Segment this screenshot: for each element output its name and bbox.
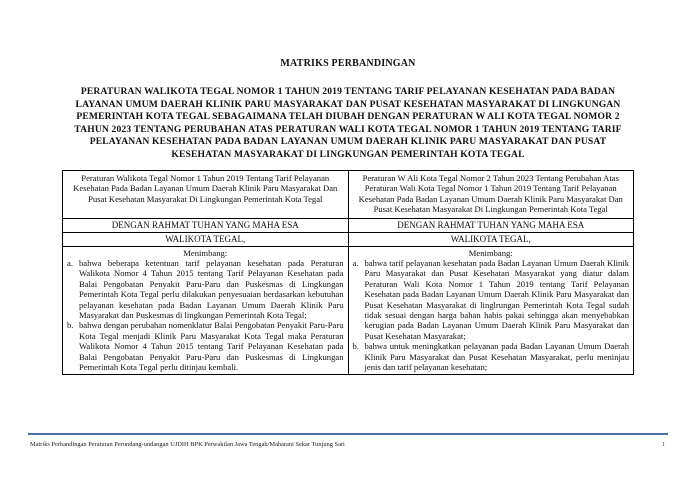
- clause-label: b.: [67, 320, 74, 331]
- heading-line: PELAYANAN KESEHATAN PADA BADAN LAYANAN UMUM DAERAH KLINIK PARU MASYARAKAT DAN PUSAT: [89, 136, 607, 148]
- menimbang-label: Menimbang:: [468, 247, 513, 258]
- heading-line: PERATURAN WALIKOTA TEGAL NOMOR 1 TAHUN 2019 TENTANG TARIF PELAYANAN KESEHATAN PADA BADAN: [80, 86, 616, 97]
- table-row: [63, 232, 634, 246]
- clause-label: a.: [67, 258, 73, 269]
- clause-text: bahwa beberapa ketentuan tarif pelayanan kesehatan pada Peraturan Walikota Nomor 4 Tahun 2015 tentang Tarif Pelayanan Kesehatan pada Balai Pengobatan Penyakit Paru-Paru dan Puskesmas di Lingkungan Pemerintah Kota Tegal perlu dilakukan penyesuaian berdasarkan kebutuhan pelayanan kesehatan pada Badan Layanan Umum Daerah Klinik Paru Masyarakat dan Puskesmas di lingkungan Pemerintah Kota Tegal;: [79, 258, 344, 321]
- clause: [353, 258, 630, 341]
- footer-rule: [28, 433, 668, 435]
- heading-line: PEMERINTAH KOTA TEGAL SEBAGAIMANA TELAH DIUBAH DENGAN PERATURAN W ALI KOTA TEGAL NOMOR 2: [76, 111, 620, 123]
- right-opening: DENGAN RAHMAT TUHAN YANG MAHA ESA: [348, 218, 634, 232]
- clause: [67, 258, 344, 320]
- clause: [353, 341, 630, 372]
- heading-line: LAYANAN UMUM DAERAH KLINIK PARU MASYARAKAT DAN PUSAT KESEHATAN MASYARAKAT DI LINGKUNGAN: [75, 98, 621, 110]
- heading-line: KESEHATAN MASYARAKAT DI LINGKUNGAN PEMERINTAH KOTA TEGAL: [171, 148, 525, 160]
- right-considerations: [348, 246, 634, 374]
- left-opening: DENGAN RAHMAT TUHAN YANG MAHA ESA: [63, 218, 349, 232]
- clause-label: a.: [352, 258, 359, 269]
- clause: [67, 320, 344, 372]
- clause-text: bahwa dengan perubahan nomenklatur Balai Pengobatan Penyakit Paru-Paru Kota Tegal menjadi Klinik Paru Masyarakat Kota Tegal maka Peraturan Walikota Nomor 4 Tahun 2015 tentang Tarif Pelayanan Kesehatan pada Balai Pengobatan Penyakit Paru-Paru dan Puskesmas di Lingkungan Pemerintah Kota Tegal perlu ditinjau kembali.: [79, 320, 344, 373]
- menimbang-label: Menimbang:: [183, 247, 228, 258]
- table-row: [63, 171, 634, 219]
- page-number: 1: [662, 441, 666, 448]
- left-official: WALIKOTA TEGAL,: [63, 232, 349, 246]
- table-row: [63, 218, 634, 232]
- clause-text: bahwa tarif pelayanan kesehatan pada Badan Layanan Umum Daerah Klinik Paru Masyarakat dan Pusat Kesehatan Masyarakat yang diatur dalam Peraturan Wali Kota Nomor 1 Tahun 2019 tentang Tarif Pelayanan Kesehatan pada Badan Layanan Umum Daerah Klinik Paru Masyarakat dan Pusat Kesehatan Masyarakat di linglrungan Pemerintah Kota Tegal sudah tidak sesuai dengan harga bahan habis pakai sehingga akan menyebabkan kerugian pada Badan Layanan Umum Daerah Klinik Paru Masyarakat dan Pusat Kesehatan Masyarakat;: [364, 258, 629, 341]
- heading-line: TAHUN 2023 TENTANG PERUBAHAN ATAS PERATURAN WALI KOTA TEGAL NOMOR 1 TAHUN 2019 TENTANG TARIF: [74, 123, 622, 135]
- clause-label: b.: [352, 341, 359, 352]
- left-regulation-title: Peraturan Walikota Tegal Nomor 1 Tahun 2019 Tentang Tarif Pelayanan Kesehatan Pada Badan Layanan Umum Daerah Klinik Paru Masyarakat Dan Pusat Kesehatan Masyarakat Di Lingkungan Pemerintah Kota Tegal: [63, 171, 349, 219]
- footer-text: Matriks Perbandingan Peraturan Perundang-undangan UJDIH BPK Perwakilan Jawa Tengah/Maharani Sekar Tunjung Sari: [30, 441, 345, 448]
- left-considerations: [63, 246, 349, 374]
- right-official: WALIKOTA TEGAL,: [348, 232, 634, 246]
- table-row: [63, 246, 634, 374]
- regulation-heading: [62, 86, 634, 162]
- right-regulation-title: Peraturan W Ali Kota Tegal Nomor 2 Tahun 2023 Tentang Perubahan Atas Peraturan Wali Kota Tegal Nomor 1 Tahun 2019 Tentang Tarif Pelayanan Kesehatan Pada Badan Layanan Umum Daerah Klinik Paru Masyarakat Dan Pusat Kesehatan Masyarakat Di Lingkungan Pemerintah Kota Tegal: [348, 171, 634, 219]
- document-title: MATRIKS PERBANDINGAN: [280, 58, 416, 69]
- comparison-table: [62, 170, 634, 375]
- clause-text: bahwa untuk meningkatkan pelayanan pada Badan Layanan Umum Daerah Klinik Paru Masyarakat dan Pusat Kesehatan Masyarakat, perlu meninjau jenis dan tarif pelayanan kesehatan;: [364, 341, 629, 373]
